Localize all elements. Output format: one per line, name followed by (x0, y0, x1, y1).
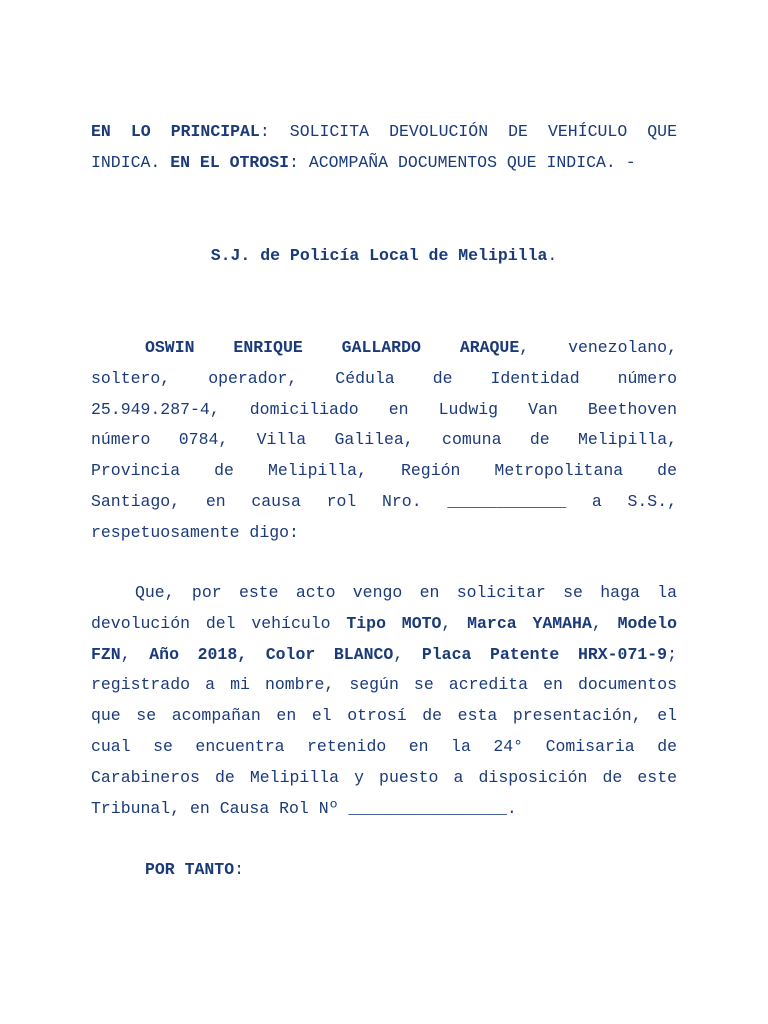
separator: , (591, 613, 618, 633)
otrosi-label: EN EL OTROSI (170, 152, 290, 172)
heading-line2-start: INDICA. (91, 152, 171, 172)
appearance-paragraph (91, 333, 677, 549)
separator: , (441, 613, 468, 633)
vehicle-type: Tipo MOTO (346, 613, 442, 633)
principal-text: : SOLICITA DEVOLUCIÓN DE VEHÍCULO QUE (259, 122, 677, 141)
vehicle-model-label: Modelo (617, 613, 677, 633)
otrosi-text: : ACOMPAÑA DOCUMENTOS QUE INDICA. - (289, 152, 636, 172)
para2-line-4: registrado a mi nombre, según se acredita en documentos (91, 675, 677, 695)
para2-line-7: Carabineros de Melipilla y puesto a disposición de este (91, 767, 677, 787)
por-tanto-label: POR TANTO (145, 860, 235, 879)
separator: , (120, 644, 150, 664)
vehicle-brand: Marca YAMAHA (467, 613, 592, 633)
para2-line-8: Tribunal, en Causa Rol Nº ________________. (91, 798, 517, 818)
por-tanto-colon: : (234, 860, 245, 879)
para1-line-1 (91, 333, 677, 364)
para1-line-6: Santiago, en causa rol Nro. ____________ a S.S., (91, 491, 677, 511)
por-tanto (145, 855, 244, 886)
para2-line-3 (91, 640, 677, 671)
request-paragraph (91, 578, 677, 824)
heading-line-1 (91, 117, 677, 148)
petitioner-name: OSWIN ENRIQUE GALLARDO ARAQUE (145, 338, 520, 357)
para2-line2-start: devolución del vehículo (91, 613, 347, 633)
para2-line-2 (91, 609, 677, 640)
separator: , (393, 644, 422, 664)
heading-line-2 (91, 148, 677, 179)
separator: ; (667, 644, 677, 664)
court-addressee (91, 241, 677, 272)
document-heading (91, 117, 677, 179)
vehicle-model: FZN (91, 644, 121, 664)
para1-line1-rest: , venezolano, (519, 338, 677, 357)
para2-line-6: cual se encuentra retenido en la 24° Comisaria de (91, 736, 677, 756)
para1-line-7: respetuosamente digo: (91, 522, 299, 542)
para1-line-3: 25.949.287-4, domiciliado en Ludwig Van Beethoven (91, 399, 677, 419)
vehicle-year-color: Año 2018, Color BLANCO (149, 644, 394, 664)
principal-label: EN LO PRINCIPAL (91, 122, 260, 141)
para1-line-2: soltero, operador, Cédula de Identidad número (91, 368, 677, 388)
para2-line-1: Que, por este acto vengo en solicitar se haga la (135, 583, 677, 602)
court-name: S.J. de Policía Local de Melipilla (210, 246, 548, 265)
vehicle-plate: Placa Patente HRX-071-9 (421, 644, 668, 664)
para1-line-4: número 0784, Villa Galilea, comuna de Melipilla, (91, 430, 677, 450)
para1-line-5: Provincia de Melipilla, Región Metropolitana de (91, 461, 677, 481)
para2-line-5: que se acompañan en el otrosí de esta presentación, el (91, 706, 677, 726)
court-end: . (547, 246, 558, 265)
